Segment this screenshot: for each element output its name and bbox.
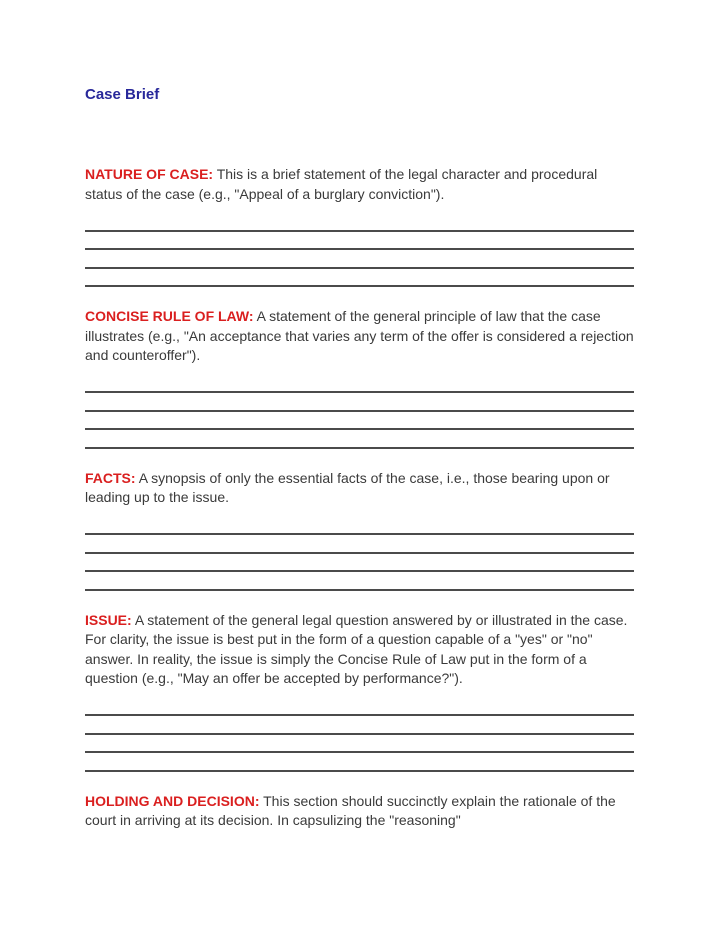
writing-line: [85, 517, 634, 536]
writing-line: [85, 232, 634, 251]
writing-line: [85, 572, 634, 591]
writing-line: [85, 735, 634, 754]
writing-lines-concise-rule-of-law: [85, 375, 634, 449]
writing-line: [85, 250, 634, 269]
writing-line: [85, 698, 634, 717]
writing-lines-nature-of-case: [85, 213, 634, 287]
section-header-issue: ISSUE:: [85, 611, 132, 628]
writing-line: [85, 716, 634, 735]
writing-line: [85, 213, 634, 232]
section-concise-rule-of-law: [85, 307, 634, 366]
writing-line: [85, 412, 634, 431]
writing-line: [85, 393, 634, 412]
section-body-concise-rule-of-law: A statement of the general principle of law that the case illustrates (e.g., "An acceptance that varies any term of the offer is considered a rejection and counteroffer").: [85, 308, 634, 363]
section-nature-of-case: [85, 165, 634, 204]
writing-line: [85, 430, 634, 449]
section-header-nature-of-case: NATURE OF CASE:: [85, 166, 214, 182]
section-header-holding-and-decision: HOLDING AND DECISION:: [85, 792, 260, 809]
page-title: Case Brief: [85, 86, 160, 103]
writing-line: [85, 554, 634, 573]
section-body-nature-of-case: This is a brief statement of the legal character and procedural status of the case (e.g., "Appeal of a burglary conviction").: [85, 166, 598, 202]
section-header-facts: FACTS:: [85, 469, 136, 486]
section-issue: [85, 611, 634, 689]
writing-line: [85, 753, 634, 772]
writing-line: [85, 535, 634, 554]
writing-lines-issue: [85, 698, 634, 772]
writing-line: [85, 269, 634, 288]
section-header-concise-rule-of-law: CONCISE RULE OF LAW:: [85, 308, 254, 324]
writing-lines-facts: [85, 517, 634, 591]
section-holding-and-decision: [85, 792, 634, 831]
section-body-holding-and-decision: This section should succinctly explain the rationale of the court in arriving at its decision. In capsulizing the "reasoning": [85, 792, 616, 828]
document-content: [85, 0, 634, 831]
writing-line: [85, 375, 634, 394]
section-body-facts: A synopsis of only the essential facts of the case, i.e., those bearing upon or leading up to the issue.: [85, 469, 610, 505]
section-body-issue: A statement of the general legal question answered by or illustrated in the case. For clarity, the issue is best put in the form of a question capable of a "yes" or "no" answer. In reality, the issue is simply the Concise Rule of Law put in the form of a question (e.g., "May an offer be accepted by performance?").: [85, 611, 628, 686]
section-facts: [85, 469, 634, 508]
